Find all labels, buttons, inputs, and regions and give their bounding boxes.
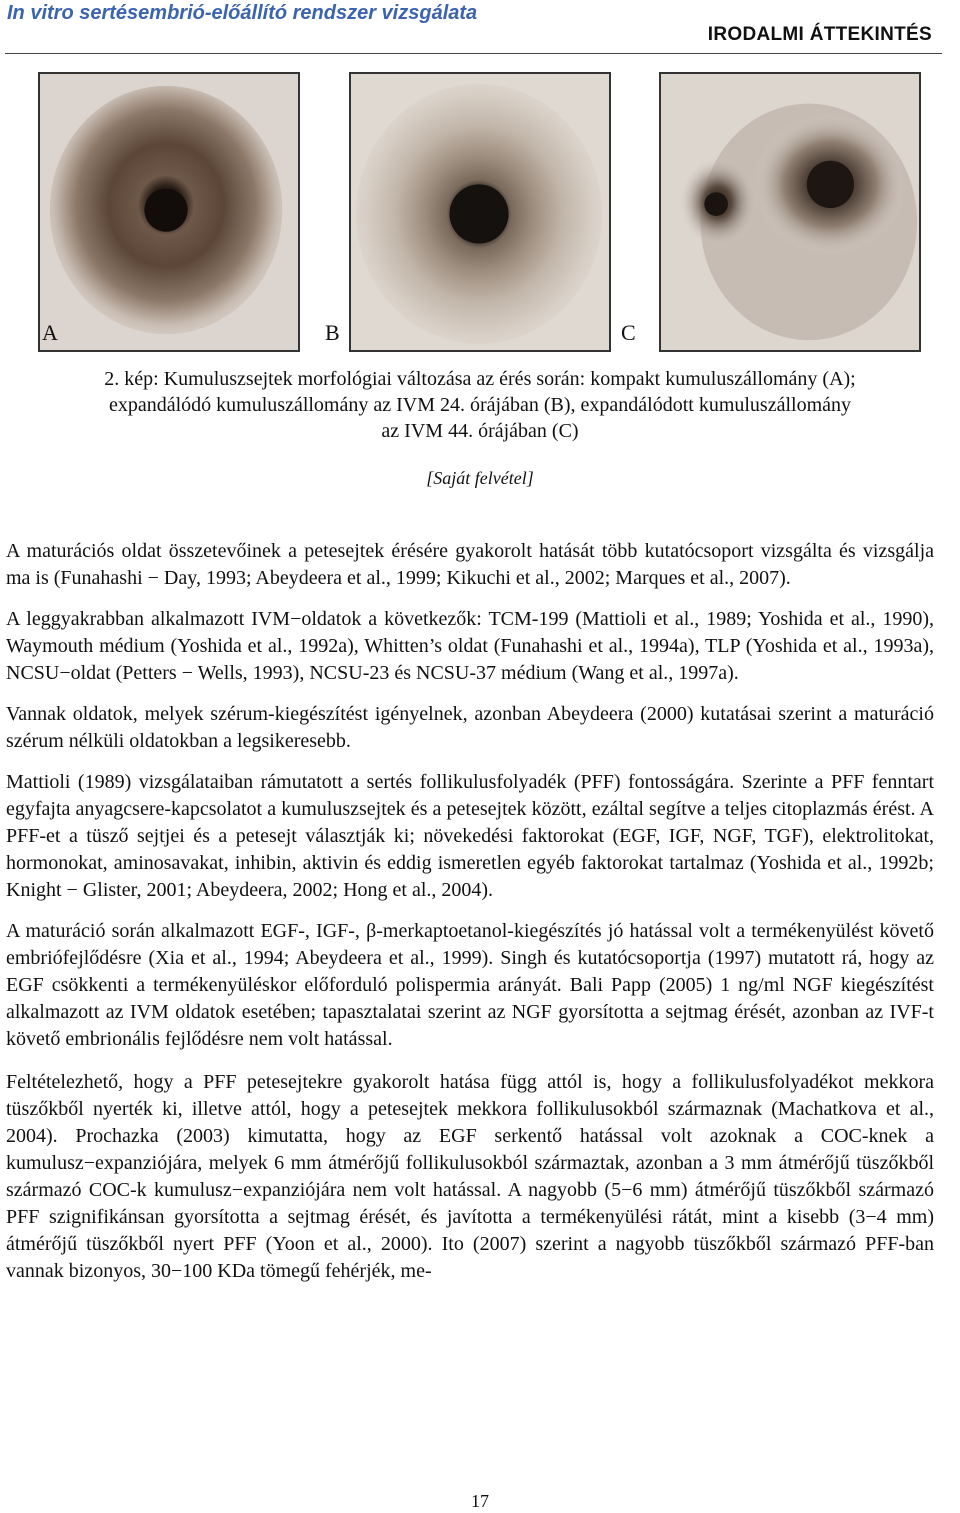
paragraph: Feltételezhető, hogy a PFF petesejtekre gyakorolt hatása függ attól is, hogy a follikulusfolyadékot mekkora tüszőkből nyerték ki, illetve attól, hogy a petesejtek mekkora follikulusokból származnak (Machatkova et al., 2004). Prochazka (2003) kimutatta, hogy az EGF serkentő hatással volt azoknak a COC-knek a kumulusz−expanziójára, melyek 6 mm átmérőjű follikulusokból származtak, azonban a 3 mm átmérőjű tüszőkből származó COC-k kumulusz−expanziójára nem volt hatással. A nagyobb (5−6 mm) átmérőjű tüszőkből származó PFF szignifikánsan gyorsította a sejtmag érését, és javította a termékenyülési rátát, mint a kisebb (3−4 mm) átmérőjű tüszőkből nyert PFF (Yoon et al., 2000). Ito (2007) szerint a nagyobb tüszőkből származó PFF-ban vannak bizonyos, 30−100 KDa tömegű fehérjék, me-	[6, 1071, 934, 1282]
paragraph: A maturációs oldat összetevőinek a petesejtek érésére gyakorolt hatását több kutatócsoport vizsgálta és vizsgálja ma is (Funahashi − Day, 1993; Abeydeera et al., 1999; Kikuchi et al., 2002; Marques et al., 2007).	[6, 540, 934, 589]
figure-caption	[40, 366, 920, 444]
paragraph: Vannak oldatok, melyek szérum-kiegészítést igényelnek, azonban Abeydeera (2000) kutatásai szerint a maturáció szérum nélküli oldatokban a legsikeresebb.	[6, 703, 934, 752]
figure-cumulus-morphology	[0, 72, 960, 354]
paragraph: A leggyakrabban alkalmazott IVM−oldatok a következők: TCM-199 (Mattioli et al., 1989; Yoshida et al., 1990), Waymouth médium (Yoshida et al., 1992a), Whitten’s oldat (Funahashi et al., 1994a), TLP (Yoshida et al., 1993a), NCSU−oldat (Petters − Wells, 1993), NCSU-23 és NCSU-37 médium (Wang et al., 1997a).	[6, 608, 934, 684]
section-title: IRODALMI ÁTTEKINTÉS	[707, 24, 932, 45]
panel-label-c: C	[621, 320, 636, 345]
running-title: In vitro sertésembrió-előállító rendszer vizsgálata	[7, 2, 478, 24]
body-text	[6, 538, 934, 1299]
page-number: 17	[471, 1491, 489, 1511]
caption-line: expandálódó kumuluszállomány az IVM 24. órájában (B), expandálódott kumuluszállomány	[108, 394, 852, 416]
caption-line: 2. kép: Kumuluszsejtek morfológiai változása az érés során: kompakt kumuluszállomány (A);	[104, 368, 856, 390]
page-header	[0, 0, 960, 55]
photo-expanded-cumulus	[621, 72, 921, 352]
figure-source: [Saját felvétel]	[426, 468, 534, 488]
photo-expanding-cumulus	[325, 72, 611, 352]
caption-line: az IVM 44. órájában (C)	[381, 420, 579, 442]
photo-compact-cumulus	[38, 72, 300, 352]
paragraph: Mattioli (1989) vizsgálataiban rámutatott a sertés follikulusfolyadék (PFF) fontosságára. Szerinte a PFF fenntart egyfajta anyagcsere-kapcsolatot a kumuluszsejtek és a petesejtek között, ezáltal segítve a teljes citoplazmás érést. A PFF-et a tüsző sejtjei és a petesejt választják ki; növekedési faktorokat (EGF, IGF, NGF, TGF), elektrolitokat, hormonokat, aminosavakat, inhibin, aktivin és eddig ismeretlen egyéb faktorokat tartalmaz (Yoshida et al., 1992b; Knight − Glister, 2001; Abeydeera, 2002; Hong et al., 2004).	[6, 771, 934, 901]
panel-label-b: B	[325, 320, 340, 345]
header-divider	[5, 53, 942, 54]
panel-label-a: A	[42, 320, 58, 345]
paragraph: A maturáció során alkalmazott EGF-, IGF-, β-merkaptoetanol-kiegészítés jó hatással volt a termékenyülést követő embriófejlődésre (Xia et al., 1994; Abeydeera et al., 1999). Singh és kutatócsoportja (1997) mutatott rá, hogy az EGF csökkenti a termékenyüléskor előforduló polispermia arányát. Bali Papp (2005) 1 ng/ml NGF kiegészítést alkalmazott az IVM oldatok esetében; tapasztalatai szerint az NGF gyorsította a sejtmag érését, azonban az IVF-t követő embrionális fejlődésre nem volt hatással.	[6, 920, 934, 1050]
